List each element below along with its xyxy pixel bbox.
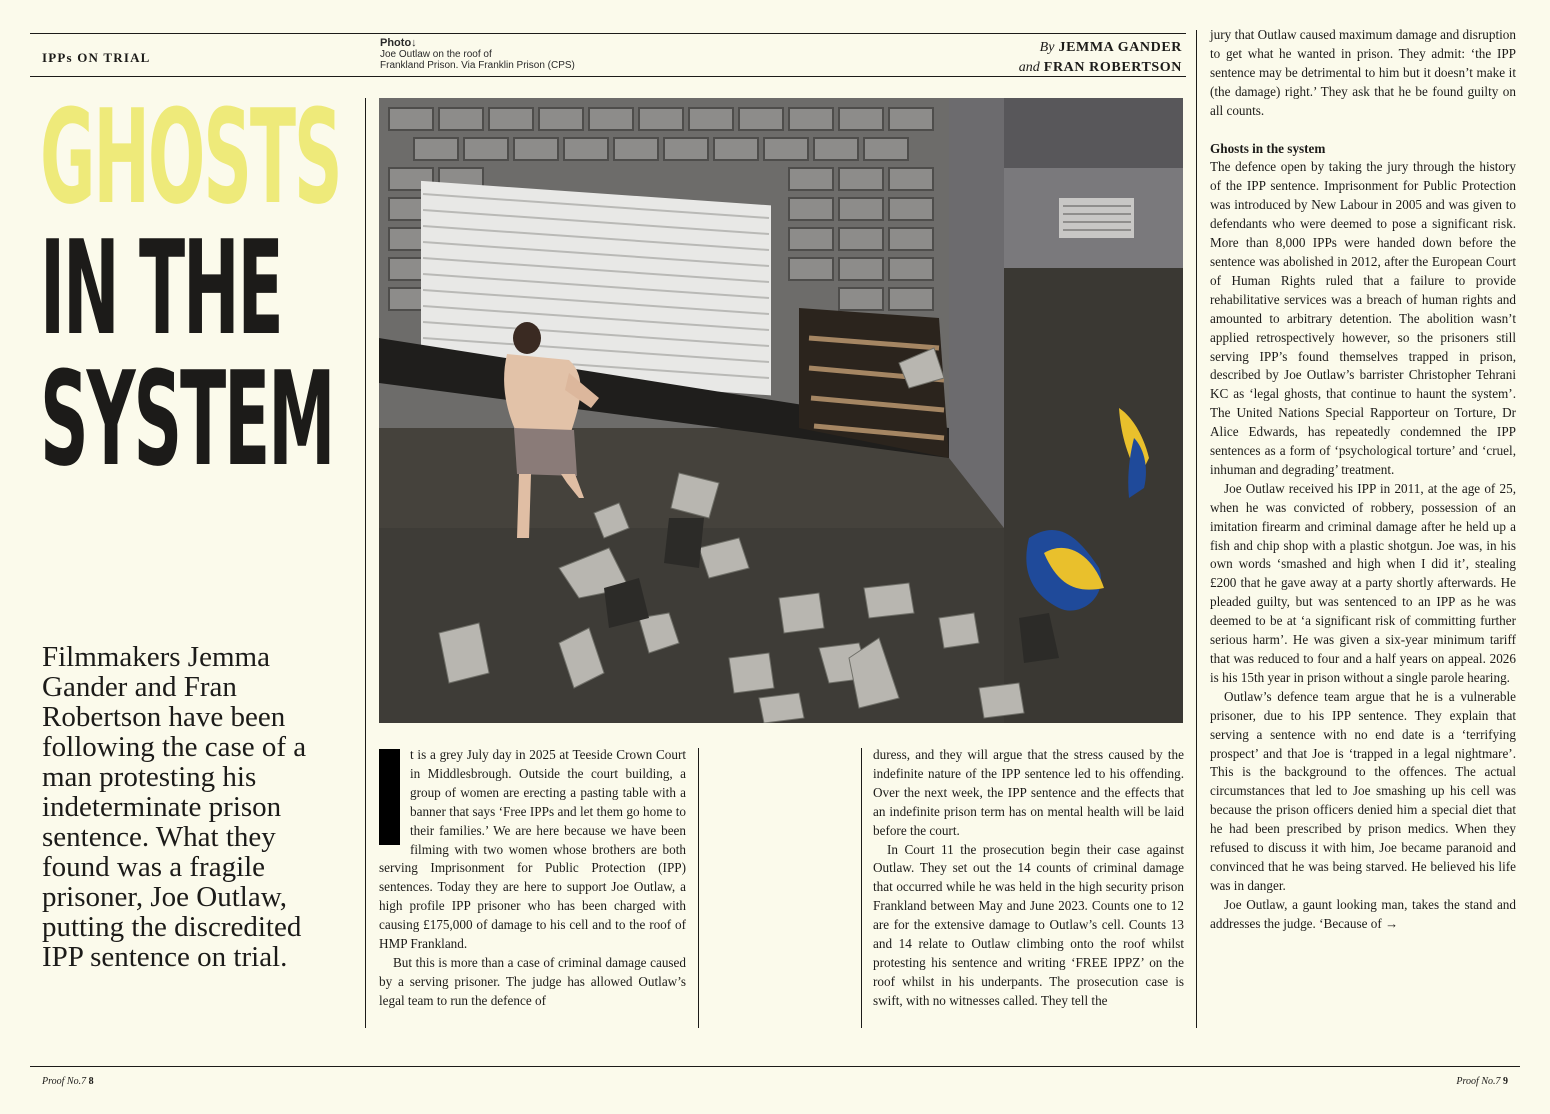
byline-by: By — [1039, 40, 1055, 55]
col3-subhead: Ghosts in the system — [1210, 140, 1326, 156]
rooftop-photo-illustration — [379, 98, 1183, 723]
col3-intro: jury that Outlaw caused maximum damage and disruption to get what he wanted in prison. They admit: ‘the IPP sentence may be detrimental to him but it doesn’t make it (the damage) right.’ They ask that he be found guilty on all counts. — [1210, 27, 1516, 118]
col-divider-a — [698, 748, 699, 1028]
headline-line2: IN THE — [40, 212, 282, 364]
top-rule — [30, 33, 1186, 34]
footer-rule — [30, 1066, 1520, 1067]
header-rule — [30, 76, 1186, 77]
col2-paragraph-2: In Court 11 the prosecution begin their case against Outlaw. They set out the 14 counts of criminal damage that occurred while he was held in the high security prison Frankland between May and June 2023. Counts one to 12 are for the extensive damage to Outlaw’s cell. Counts 13 and 14 relate to Outlaw climbing onto the roof whilst protesting his sentence and writing ‘FREE IPPZ’ on the roof whilst in his underpants. The prosecution case is swift, with no witnesses called. They tell the — [873, 841, 1184, 1008]
col3-paragraph-4: Joe Outlaw, a gaunt looking man, takes the stand and addresses the judge. ‘Because of → — [1210, 896, 1516, 931]
col1-paragraph-1: t is a grey July day in 2025 at Teeside Crown Court in Middlesbrough. Outside the court building, a group of women are erecting a pasting table with a banner that says ‘Free IPPs and let them go home to their families.’ We are here because we have been filming with two women whose brothers are both serving Imprisonment for Public Protection (IPP) sentences. Today they are here to support Joe Outlaw, a high profile IPP prisoner who has been charged with causing £175,000 of damage to his cell and to the roof of HMP Frankland. — [379, 747, 686, 952]
photo-credit-line2: Frankland Prison. Via Franklin Prison (CPS) — [380, 60, 575, 71]
rooftop-photo — [379, 98, 1183, 723]
drop-cap-block — [379, 749, 400, 845]
footer-right-label: Proof No.7 — [1456, 1076, 1501, 1087]
headline-line3: SYSTEM — [40, 343, 334, 495]
byline-author1: JEMMA GANDER — [1058, 40, 1182, 55]
photo-credit-heading: Photo↓ — [380, 37, 417, 49]
col-divider-b — [861, 748, 862, 1028]
col3-paragraph-1: The defence open by taking the jury through the history of the IPP sentence. Imprisonment for Public Protection was introduced by New Labour in 2005 and was given to defendants who were deemed to pose a significant risk. More than 8,000 IPPs were handed down before the sentence was abolished in 2012, after the European Court of Human Rights ruled that a failure to provide rehabilitative services was a breach of human rights and amounted to arbitrary detention. The abolition wasn’t applied retrospectively however, so the prisoners still serving IPP’s found themselves trapped in prison, described by Joe Outlaw’s barrister Christopher Tehrani KC as ‘legal ghosts, that continue to haunt the system’. The United Nations Special Rapporteur on Torture, Dr Alice Edwards, has repeatedly condemned the IPP sentences as a form of ‘psychological torture’ and ‘cruel, inhuman and degrading’ treatment. — [1210, 159, 1516, 477]
col3-paragraph-2: Joe Outlaw received his IPP in 2011, at the age of 25, when he was convicted of robbery, possession of an imitation firearm and criminal damage after he held up a fish and chip shop with a plastic shotgun. Joe was, in his own words ‘smashed and high when I did it’, stealing £200 that he gave away at a party shortly afterwards. He pleaded guilty, but was sentenced to an IPP as he was deemed to be at ‘a significant risk of committing further serious harm’. He was given a six-year minimum tariff that was reduced to four and a half years on appeal. 2026 is his 15th year in prison without a single parole hearing. — [1210, 480, 1516, 685]
col-divider-c — [1196, 30, 1197, 1028]
col1-paragraph-2: But this is more than a case of criminal damage caused by a serving prisoner. The judge has allowed Outlaw’s legal team to run the defence of — [379, 954, 686, 1008]
article-column-3 — [1210, 26, 1516, 934]
col2-paragraph-1: duress, and they will argue that the stress caused by the indefinite nature of the IPP sentence led to his offending. Over the next week, the IPP sentence and the effects that an indefinite prison term has on mental health will be laid before the court. — [873, 747, 1184, 838]
headline-line1: GHOSTS — [40, 81, 341, 233]
page-number-left: 8 — [88, 1076, 94, 1087]
col3-paragraph-3: Outlaw’s defence team argue that he is a vulnerable prisoner, due to his IPP sentence. They explain that serving a sentence with no end date is a ‘terrifying prospect’ and that Joe is ‘trapped in a legal nightmare’. This is the background to the offences. The actual circumstances that led to Joe smashing up his cell was because the prison officers denied him a special diet that he had been prescribed by prison medics. When they refused to discuss it with him, Joe became paranoid and convinced that he was being starved. He believed his life was in danger. — [1210, 688, 1516, 893]
article-column-1 — [379, 746, 686, 1011]
footer-left-label: Proof No.7 — [42, 1076, 87, 1087]
byline — [1019, 38, 1182, 78]
page-number-right: 9 — [1503, 1076, 1508, 1087]
photo-credit — [380, 38, 575, 71]
standfirst: Filmmakers Jemma Gander and Fran Robertson have been following the case of a man protesting his indeterminate prison sentence. What they found was a fragile prisoner, Joe Outlaw, putting the discredited IPP sentence on trial. — [42, 641, 307, 973]
footer-left — [42, 1076, 94, 1087]
article-column-2 — [873, 746, 1184, 1011]
headline — [40, 81, 341, 495]
byline-author2: FRAN ROBERTSON — [1043, 60, 1182, 75]
byline-and: and — [1018, 60, 1040, 75]
section-label: IPPs ON TRIAL — [42, 50, 151, 65]
photo-credit-line1: Joe Outlaw on the roof of — [380, 49, 492, 60]
footer-right — [1456, 1076, 1508, 1087]
col1-divider — [365, 98, 366, 1028]
